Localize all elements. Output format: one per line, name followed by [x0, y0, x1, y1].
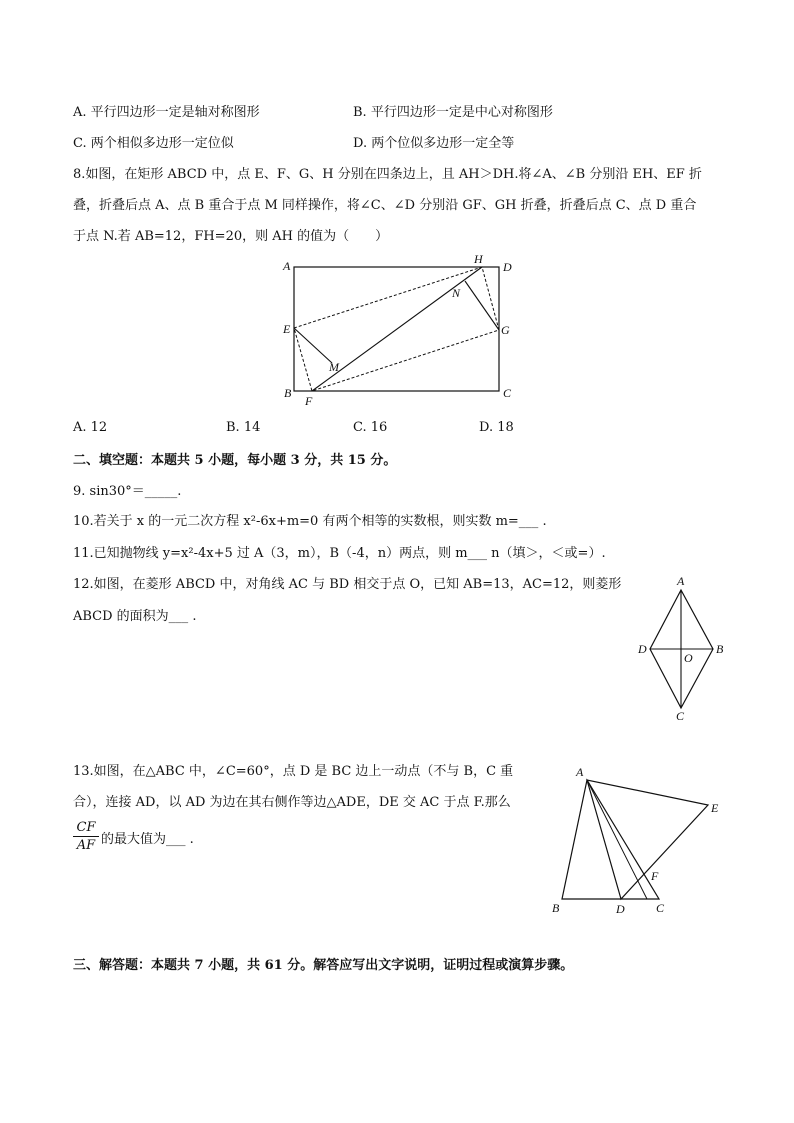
q11-stem: 11.已知抛物线 y=x²-4x+5 过 A（3，m），B（-4，n）两点，则 m___ n（填＞，＜或=）.	[73, 546, 606, 561]
label-a: A	[283, 259, 291, 273]
label-c: C	[656, 901, 665, 915]
q12-stem-line2: ABCD 的面积为___ .	[73, 609, 197, 624]
q13-stem-line1: 13.如图，在△ABC 中，∠C=60°，点 D 是 BC 边上一动点（不与 B，C 重	[73, 764, 514, 779]
label-d: D	[638, 642, 647, 656]
q13-stem-line2: 合），连接 AD，以 AD 为边在其右侧作等边△ADE，DE 交 AC 于点 F.那么	[73, 795, 511, 810]
label-e: E	[711, 801, 719, 815]
section-3-heading: 三、解答题：本题共 7 小题，共 61 分。解答应写出文字说明，证明过程或演算步骤。	[73, 958, 574, 973]
label-b: B	[552, 901, 560, 915]
q8-option-b: B. 14	[226, 420, 261, 435]
fraction-denominator: AF	[76, 838, 96, 853]
segment-em	[294, 328, 332, 363]
label-b: B	[716, 642, 724, 656]
label-f: F	[651, 869, 659, 883]
label-c: C	[676, 709, 685, 723]
label-h: H	[474, 252, 483, 266]
q12-stem-line1: 12.如图，在菱形 ABCD 中，对角线 AC 与 BD 相交于点 O，已知 AB=13，AC=12，则菱形	[73, 577, 622, 592]
q7-option-c: C. 两个相似多边形一定位似	[73, 136, 234, 151]
segment-a-inner	[587, 780, 647, 899]
q7-option-d: D. 两个位似多边形一定全等	[353, 136, 515, 151]
fraction-bar	[73, 836, 99, 837]
label-e: E	[283, 322, 291, 336]
label-d: D	[616, 902, 625, 916]
segment-gn	[465, 281, 499, 330]
label-n: N	[452, 286, 461, 300]
fraction-numerator: CF	[76, 820, 96, 835]
label-o: O	[684, 651, 693, 665]
label-g: G	[501, 323, 510, 337]
q8-option-a: A. 12	[73, 420, 108, 435]
q13-triangle-figure	[540, 760, 730, 920]
q13-fraction	[73, 820, 99, 853]
label-m: M	[329, 360, 339, 374]
section-2-heading: 二、填空题：本题共 5 小题，每小题 3 分，共 15 分。	[73, 453, 397, 468]
label-f: F	[305, 394, 313, 408]
label-b: B	[284, 386, 292, 400]
q10-stem: 10.若关于 x 的一元二次方程 x²-6x+m=0 有两个相等的实数根，则实数 m=___ .	[73, 514, 547, 529]
q8-rectangle-figure	[270, 250, 530, 410]
q7-option-b: B. 平行四边形一定是中心对称图形	[353, 105, 553, 120]
q9-stem: 9. sin30°＝_____.	[73, 484, 182, 499]
triangle-abc	[562, 780, 659, 899]
q8-stem-line3: 于点 N.若 AB=12，FH=20，则 AH 的值为（ ）	[73, 229, 389, 244]
q8-stem-line2: 叠，折叠后点 A、点 B 重合于点 M 同样操作，将∠C、∠D 分别沿 GF、GH 折叠，折叠后点 C、点 D 重合	[73, 198, 697, 213]
q8-option-c: C. 16	[353, 420, 388, 435]
q8-stem-line1: 8.如图，在矩形 ABCD 中，点 E、F、G、H 分别在四条边上，且 AH＞DH.将∠A、∠B 分别沿 EH、EF 折	[73, 167, 702, 182]
q13-stem-line3: 的最大值为___ .	[101, 832, 194, 847]
q7-option-a: A. 平行四边形一定是轴对称图形	[73, 105, 260, 120]
q8-option-d: D. 18	[479, 420, 514, 435]
label-a: A	[677, 574, 685, 588]
label-c: C	[503, 386, 512, 400]
label-a: A	[576, 765, 584, 779]
label-d: D	[503, 260, 512, 274]
q12-rhombus-figure	[630, 570, 730, 725]
